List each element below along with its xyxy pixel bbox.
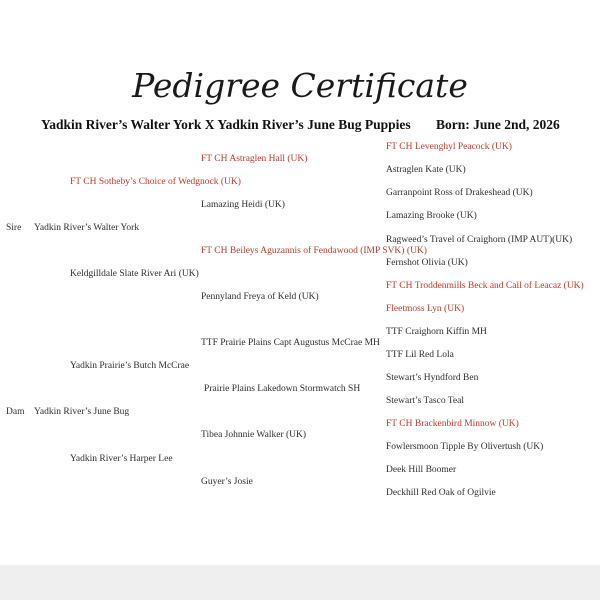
gggp-9-name: TTF Craighorn Kiffin MH (386, 327, 487, 337)
gggp-7-name: FT CH Troddenmills Beck and Call of Leacaz (UK) (386, 281, 584, 291)
dam-label: Dam (6, 407, 25, 417)
ggp-4-name: Pennyland Freya of Keld (UK) (201, 292, 319, 302)
gggp-10-name: TTF Lil Red Lola (386, 350, 454, 360)
ggp-2-name: Lamazing Heidi (UK) (201, 200, 285, 210)
gggp-15-name: Deek Hill Boomer (386, 465, 457, 475)
gggp-8-name: Fleetmoss Lyn (UK) (386, 304, 465, 314)
gggp-14-name: Fowlersmoon Tipple By Olivertush (UK) (386, 442, 544, 452)
footer-band (0, 565, 600, 600)
ggp-7-name: Tibea Johnnie Walker (UK) (201, 430, 307, 440)
gggp-5-name: Ragweed’s Travel of Craighorn (IMP AUT)(UK) (386, 235, 573, 245)
born-date: Born: June 2nd, 2026 (436, 117, 560, 132)
gggp-12-name: Stewart’s Tasco Teal (386, 396, 464, 406)
certificate-title: Pedigree Certificate (132, 66, 468, 105)
dam-name: Yadkin River’s June Bug (34, 407, 130, 417)
gggp-3-name: Garranpoint Ross of Drakeshead (UK) (386, 188, 533, 198)
dam-dam-name: Yadkin River’s Harper Lee (70, 454, 173, 464)
gggp-16-name: Deckhill Red Oak of Ogilvie (386, 488, 496, 498)
gggp-6-name: Fernshot Olivia (UK) (386, 258, 468, 268)
dam-sire-name: Yadkin Prairie’s Butch McCrae (70, 361, 190, 371)
ggp-3-name: FT CH Beileys Aguzannis of Fendawood (IMP SVK) (UK) (201, 246, 427, 256)
ggp-8-name: Guyer’s Josie (201, 477, 253, 487)
sire-dam-name: Keldgilldale Slate River Ari (UK) (70, 269, 199, 279)
gggp-1-name: FT CH Levenghyl Peacock (UK) (386, 142, 512, 152)
sire-sire-name: FT CH Sotheby’s Choice of Wedgnock (UK) (70, 177, 241, 187)
gggp-11-name: Stewart’s Hyndford Ben (386, 373, 479, 383)
litter-heading: Yadkin River’s Walter York X Yadkin River’s June Bug Puppies (41, 117, 411, 132)
ggp-1-name: FT CH Astraglen Hall (UK) (201, 154, 308, 164)
sire-label: Sire (6, 223, 22, 233)
gggp-13-name: FT CH Brackenbird Minnow (UK) (386, 419, 519, 429)
gggp-4-name: Lamazing Brooke (UK) (386, 211, 477, 221)
gggp-2-name: Astraglen Kate (UK) (386, 165, 466, 175)
ggp-5-name: TTF Prairie Plains Capt Augustus McCrae MH (201, 338, 380, 348)
ggp-6-name: Prairie Plains Lakedown Stormwatch SH (204, 384, 361, 394)
sire-name: Yadkin River’s Walter York (34, 223, 140, 233)
